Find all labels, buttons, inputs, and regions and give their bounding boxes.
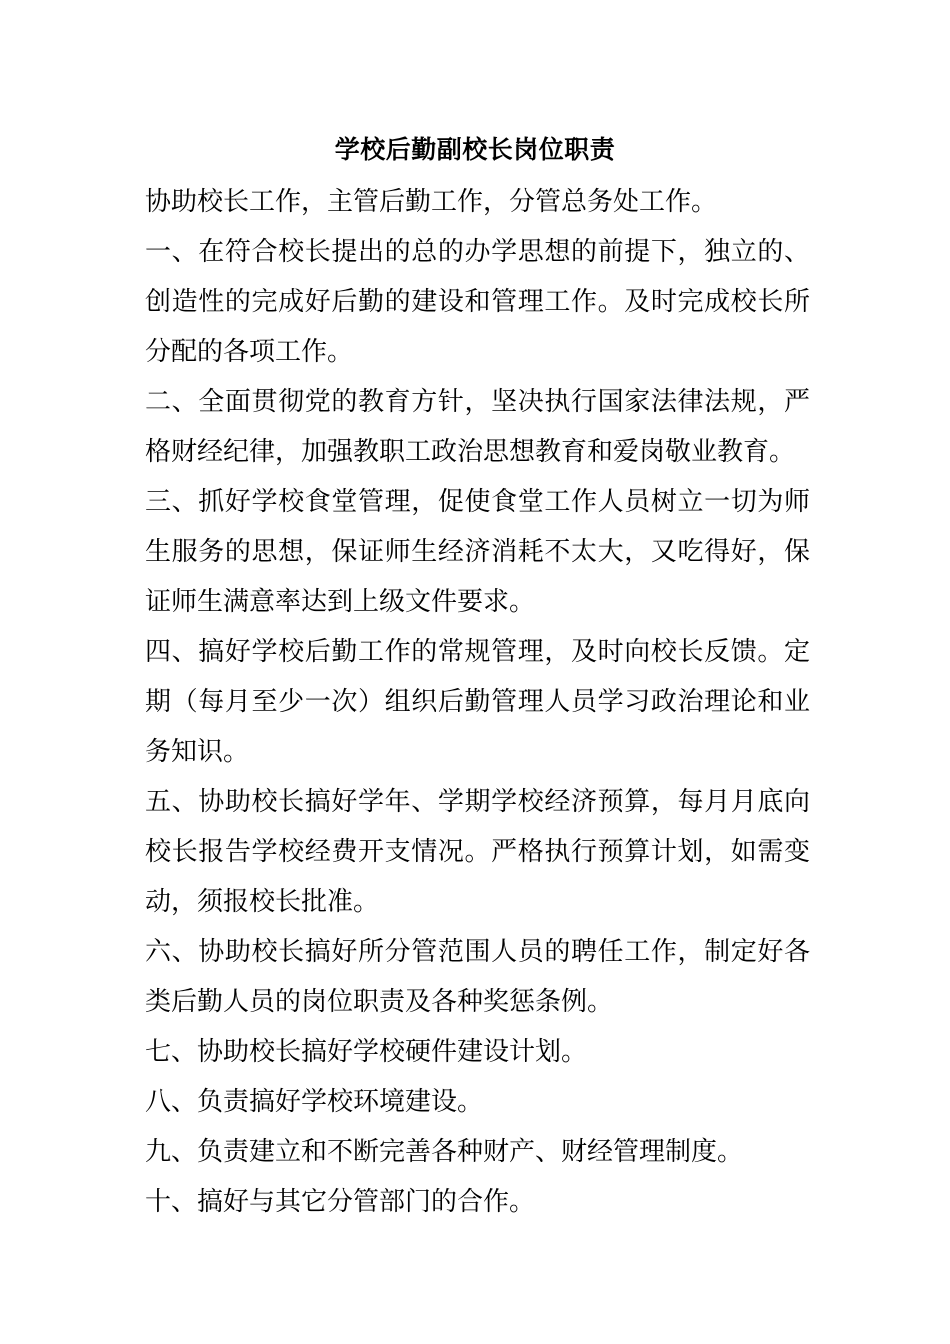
paragraph-item-4: 四、搞好学校后勤工作的常规管理，及时向校长反馈。定期（每月至少一次）组织后勤管理人员学习政治理论和业务知识。 bbox=[145, 637, 810, 767]
paragraph-intro: 协助校长工作，主管后勤工作，分管总务处工作。 bbox=[145, 187, 718, 217]
paragraph-item-5: 五、协助校长搞好学年、学期学校经济预算，每月月底向校长报告学校经费开支情况。严格执行预算计划，如需变动，须报校长批准。 bbox=[145, 787, 810, 917]
document-title: 学校后勤副校长岗位职责 bbox=[334, 135, 616, 164]
document-body bbox=[145, 177, 810, 1227]
paragraph-item-9: 九、负责建立和不断完善各种财产、财经管理制度。 bbox=[145, 1137, 744, 1167]
paragraph-item-7: 七、协助校长搞好学校硬件建设计划。 bbox=[145, 1037, 588, 1067]
paragraph-item-2: 二、全面贯彻党的教育方针，坚决执行国家法律法规，严格财经纪律，加强教职工政治思想教育和爱岗敬业教育。 bbox=[145, 387, 810, 467]
paragraph-item-3: 三、抓好学校食堂管理，促使食堂工作人员树立一切为师生服务的思想，保证师生经济消耗不太大，又吃得好，保证师生满意率达到上级文件要求。 bbox=[145, 487, 810, 617]
paragraph-item-10: 十、搞好与其它分管部门的合作。 bbox=[145, 1187, 536, 1217]
paragraph-item-6: 六、协助校长搞好所分管范围人员的聘任工作，制定好各类后勤人员的岗位职责及各种奖惩条例。 bbox=[145, 937, 810, 1017]
paragraph-item-8: 八、负责搞好学校环境建设。 bbox=[145, 1087, 484, 1117]
paragraph-item-1: 一、在符合校长提出的总的办学思想的前提下，独立的、创造性的完成好后勤的建设和管理工作。及时完成校长所分配的各项工作。 bbox=[145, 237, 810, 367]
